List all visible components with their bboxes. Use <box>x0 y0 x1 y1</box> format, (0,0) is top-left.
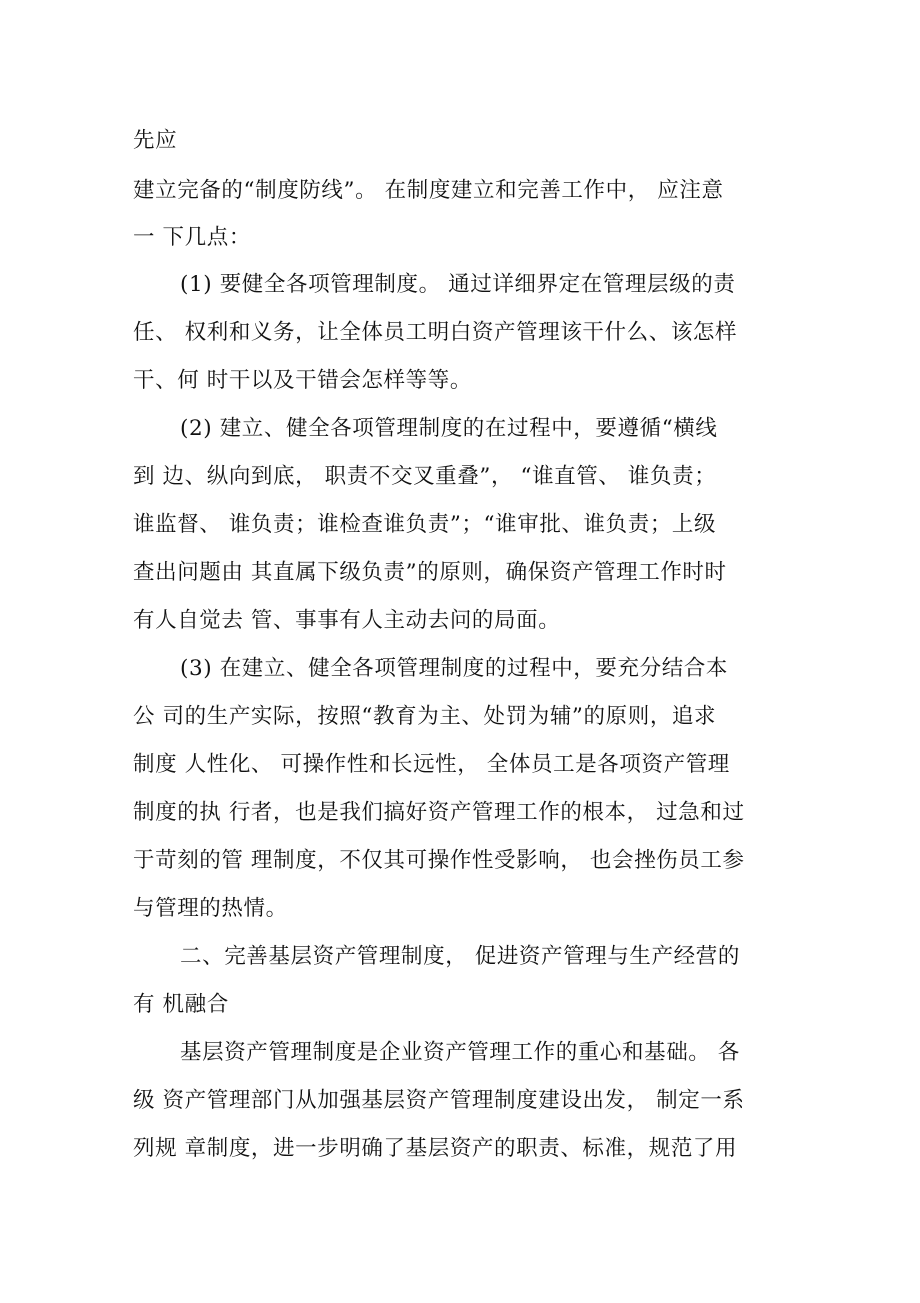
text-line: 查出问题由 其直属下级负责”的原则，确保资产管理工作时时 <box>133 560 727 585</box>
text-line: 级 资产管理部门从加强基层资产管理制度建设出发， 制定一系 <box>133 1088 745 1113</box>
paragraph-start: 基层资产管理制度是企业资产管理工作的重心和基础。 各 <box>180 1040 740 1065</box>
text-line: 任、 权利和义务，让全体员工明白资产管理该干什么、该怎样 <box>133 320 738 345</box>
text-line: 公 司的生产实际，按照“教育为主、处罚为辅”的原则，追求 <box>133 704 717 729</box>
text-line: 谁监督、 谁负责；谁检查谁负责”；“谁审批、谁负责；上级 <box>133 512 717 537</box>
paragraph-item-1-start: (1) 要健全各项管理制度。 通过详细界定在管理层级的责 <box>180 272 736 297</box>
text-line: 到 边、纵向到底， 职责不交叉重叠”， “谁直管、 谁负责； <box>133 464 717 489</box>
text-line: 列规 章制度，进一步明确了基层资产的职责、标准，规范了用 <box>133 1136 738 1161</box>
text-line: 制度 人性化、 可操作性和长远性， 全体员工是各项资产管理 <box>133 752 730 777</box>
section-heading: 二、完善基层资产管理制度， 促进资产管理与生产经营的 <box>180 944 740 969</box>
text-line: 先应 <box>133 128 178 153</box>
paragraph-item-3-start: (3) 在建立、健全各项管理制度的过程中，要充分结合本 <box>180 656 728 681</box>
text-line: 一 下几点： <box>133 225 251 250</box>
text-line: 制度的执 行者，也是我们搞好资产管理工作的根本， 过急和过 <box>133 800 745 825</box>
text-line: 与管理的热情。 <box>133 896 288 921</box>
paragraph-item-2-start: (2) 建立、健全各项管理制度的在过程中，要遵循“横线 <box>180 416 718 441</box>
text-line: 有人自觉去 管、事事有人主动去问的局面。 <box>133 608 561 633</box>
section-heading-continued: 有 机融合 <box>133 992 229 1017</box>
text-line: 干、何 时干以及干错会怎样等等。 <box>133 368 472 393</box>
text-line: 于苛刻的管 理制度，不仅其可操作性受影响， 也会挫伤员工参 <box>133 848 745 873</box>
text-line: 建立完备的“制度防线”。 在制度建立和完善工作中， 应注意 <box>133 178 724 203</box>
